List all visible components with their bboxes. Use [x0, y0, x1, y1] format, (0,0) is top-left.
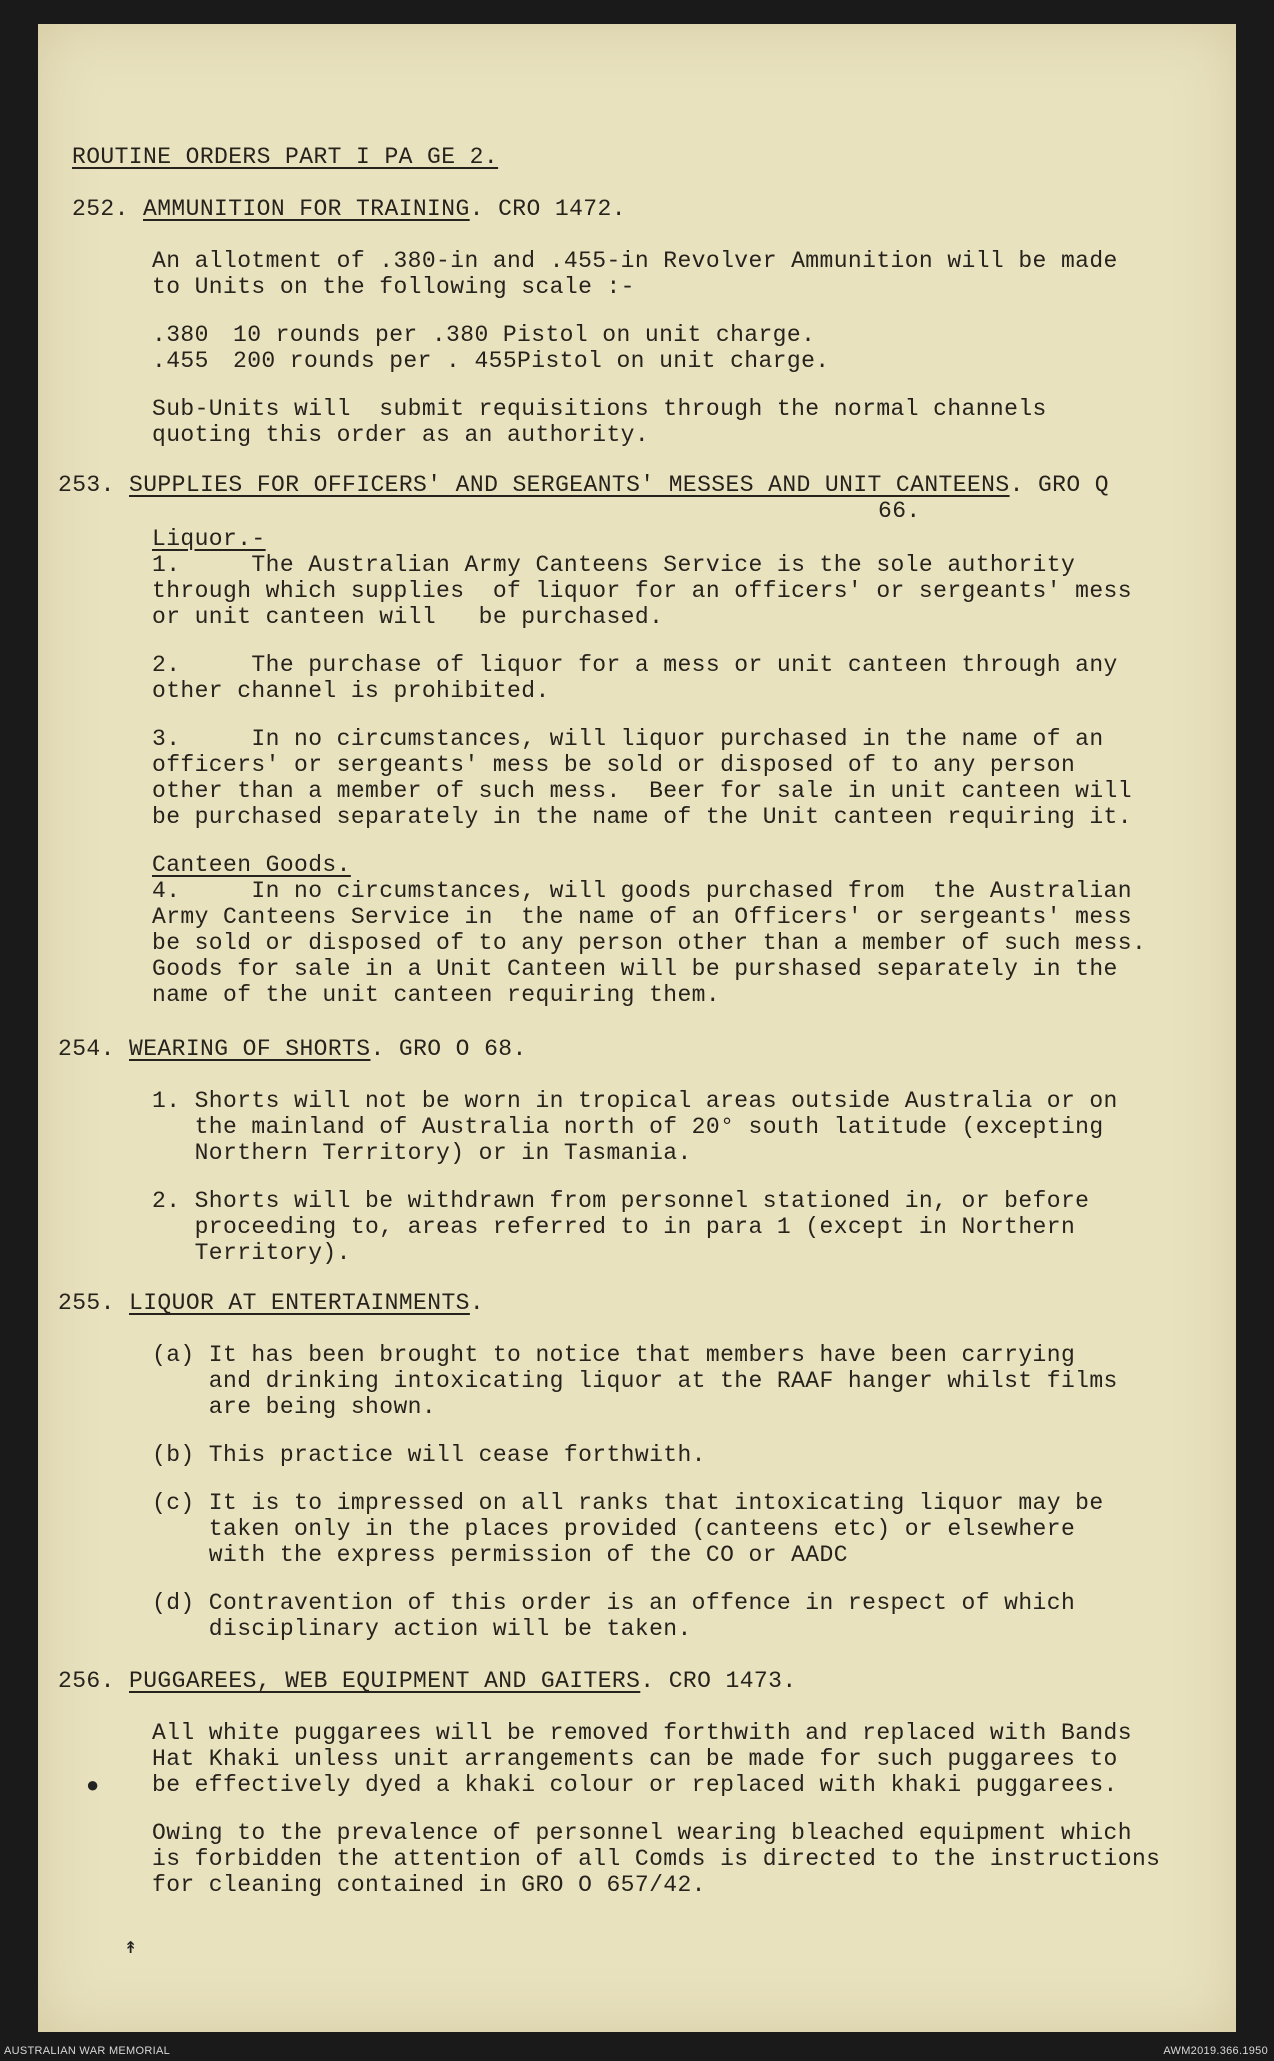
- text-line: Sub-Units will submit requisitions through the normal channels: [152, 396, 1047, 422]
- ink-scribble-mark: ↟: [124, 1935, 138, 1960]
- order-number: 256.: [58, 1668, 115, 1694]
- text-line: are being shown.: [152, 1394, 437, 1420]
- text-line: and drinking intoxicating liquor at the RAAF hanger whilst films: [152, 1368, 1118, 1394]
- order-title: AMMUNITION FOR TRAINING: [143, 196, 470, 222]
- text-line: be sold or disposed of to any person other than a member of such mess.: [152, 930, 1147, 956]
- order-255-heading: [58, 1290, 484, 1316]
- page-title: ROUTINE ORDERS PART I PA GE 2.: [72, 144, 499, 170]
- text-line: for cleaning contained in GRO O 657/42.: [152, 1872, 706, 1898]
- order-number: 255.: [58, 1290, 115, 1316]
- order-254-heading: [58, 1036, 527, 1062]
- text-line: or unit canteen will be purchased.: [152, 604, 664, 630]
- text-line: Hat Khaki unless unit arrangements can be made for such puggarees to: [152, 1746, 1118, 1772]
- text-line: Owing to the prevalence of personnel wearing bleached equipment which: [152, 1820, 1132, 1846]
- order-253-heading: [58, 472, 1109, 498]
- order-number: 252.: [72, 196, 129, 222]
- text-line: quoting this order as an authority.: [152, 422, 650, 448]
- order-reference: . CRO 1473.: [640, 1668, 797, 1694]
- subheading-liquor: Liquor.-: [152, 526, 266, 552]
- text-line: be purchased separately in the name of the Unit canteen requiring it.: [152, 804, 1132, 830]
- text-line: Northern Territory) or in Tasmania.: [152, 1140, 692, 1166]
- text-line: to Units on the following scale :-: [152, 274, 635, 300]
- text-line: Army Canteens Service in the name of an Officers' or sergeants' mess: [152, 904, 1132, 930]
- text-line: name of the unit canteen requiring them.: [152, 982, 721, 1008]
- text-line: 3. In no circumstances, will liquor purchased in the name of an: [152, 726, 1104, 752]
- order-title: LIQUOR AT ENTERTAINMENTS: [129, 1290, 470, 1316]
- order-reference: . CRO 1472.: [469, 196, 626, 222]
- text-line: with the express permission of the CO or AADC: [152, 1542, 848, 1568]
- text-line: is forbidden the attention of all Comds is directed to the instructions: [152, 1846, 1161, 1872]
- text-line: 1. The Australian Army Canteens Service is the sole authority: [152, 552, 1076, 578]
- text-line: (d) Contravention of this order is an offence in respect of which: [152, 1590, 1076, 1616]
- order-reference: .: [469, 1290, 485, 1316]
- order-reference: . GRO O 68.: [370, 1036, 527, 1062]
- text-line: 1. Shorts will not be worn in tropical areas outside Australia or on: [152, 1088, 1118, 1114]
- footer-archive-name: AUSTRALIAN WAR MEMORIAL: [4, 2045, 171, 2057]
- text-line: (c) It is to impressed on all ranks that intoxicating liquor may be: [152, 1490, 1104, 1516]
- order-252-heading: [72, 196, 626, 222]
- text-line: disciplinary action will be taken.: [152, 1616, 692, 1642]
- text-line: An allotment of .380-in and .455-in Revolver Ammunition will be made: [152, 248, 1118, 274]
- text-line: be effectively dyed a khaki colour or replaced with khaki puggarees.: [152, 1772, 1118, 1798]
- order-title: SUPPLIES FOR OFFICERS' AND SERGEANTS' MESSES AND UNIT CANTEENS: [129, 472, 1010, 498]
- scale-text: 200 rounds per . 455Pistol on unit charge.: [233, 348, 830, 374]
- scale-calibre: .380: [152, 322, 209, 348]
- scale-calibre: .455: [152, 348, 209, 374]
- text-line: All white puggarees will be removed forthwith and replaced with Bands: [152, 1720, 1132, 1746]
- text-line: proceeding to, areas referred to in para 1 (except in Northern: [152, 1214, 1076, 1240]
- text-line: 2. Shorts will be withdrawn from personnel stationed in, or before: [152, 1188, 1090, 1214]
- order-reference: . GRO Q: [1009, 472, 1109, 498]
- subheading-canteen-goods: Canteen Goods.: [152, 852, 351, 878]
- text-line: Goods for sale in a Unit Canteen will be purshased separately in the: [152, 956, 1118, 982]
- footer-item-id: AWM2019.366.1950: [1163, 2045, 1268, 2057]
- order-title: WEARING OF SHORTS: [129, 1036, 371, 1062]
- text-line: through which supplies of liquor for an officers' or sergeants' mess: [152, 578, 1132, 604]
- text-line: other than a member of such mess. Beer for sale in unit canteen will: [152, 778, 1132, 804]
- order-number: 254.: [58, 1036, 115, 1062]
- order-number: 253.: [58, 472, 115, 498]
- text-line: (b) This practice will cease forthwith.: [152, 1442, 706, 1468]
- order-reference-cont: 66.: [878, 498, 921, 524]
- text-line: officers' or sergeants' mess be sold or disposed of to any person: [152, 752, 1076, 778]
- text-line: Territory).: [152, 1240, 351, 1266]
- text-line: taken only in the places provided (canteens etc) or elsewhere: [152, 1516, 1076, 1542]
- text-line: the mainland of Australia north of 20° south latitude (excepting: [152, 1114, 1104, 1140]
- text-line: (a) It has been brought to notice that members have been carrying: [152, 1342, 1076, 1368]
- document-page: [38, 24, 1236, 2032]
- text-line: other channel is prohibited.: [152, 678, 550, 704]
- scale-text: 10 rounds per .380 Pistol on unit charge.: [233, 322, 816, 348]
- order-256-heading: [58, 1668, 797, 1694]
- text-line: 2. The purchase of liquor for a mess or unit canteen through any: [152, 652, 1118, 678]
- text-line: 4. In no circumstances, will goods purchased from the Australian: [152, 878, 1132, 904]
- ink-blot-mark: ●: [86, 1774, 100, 1799]
- order-title: PUGGAREES, WEB EQUIPMENT AND GAITERS: [129, 1668, 641, 1694]
